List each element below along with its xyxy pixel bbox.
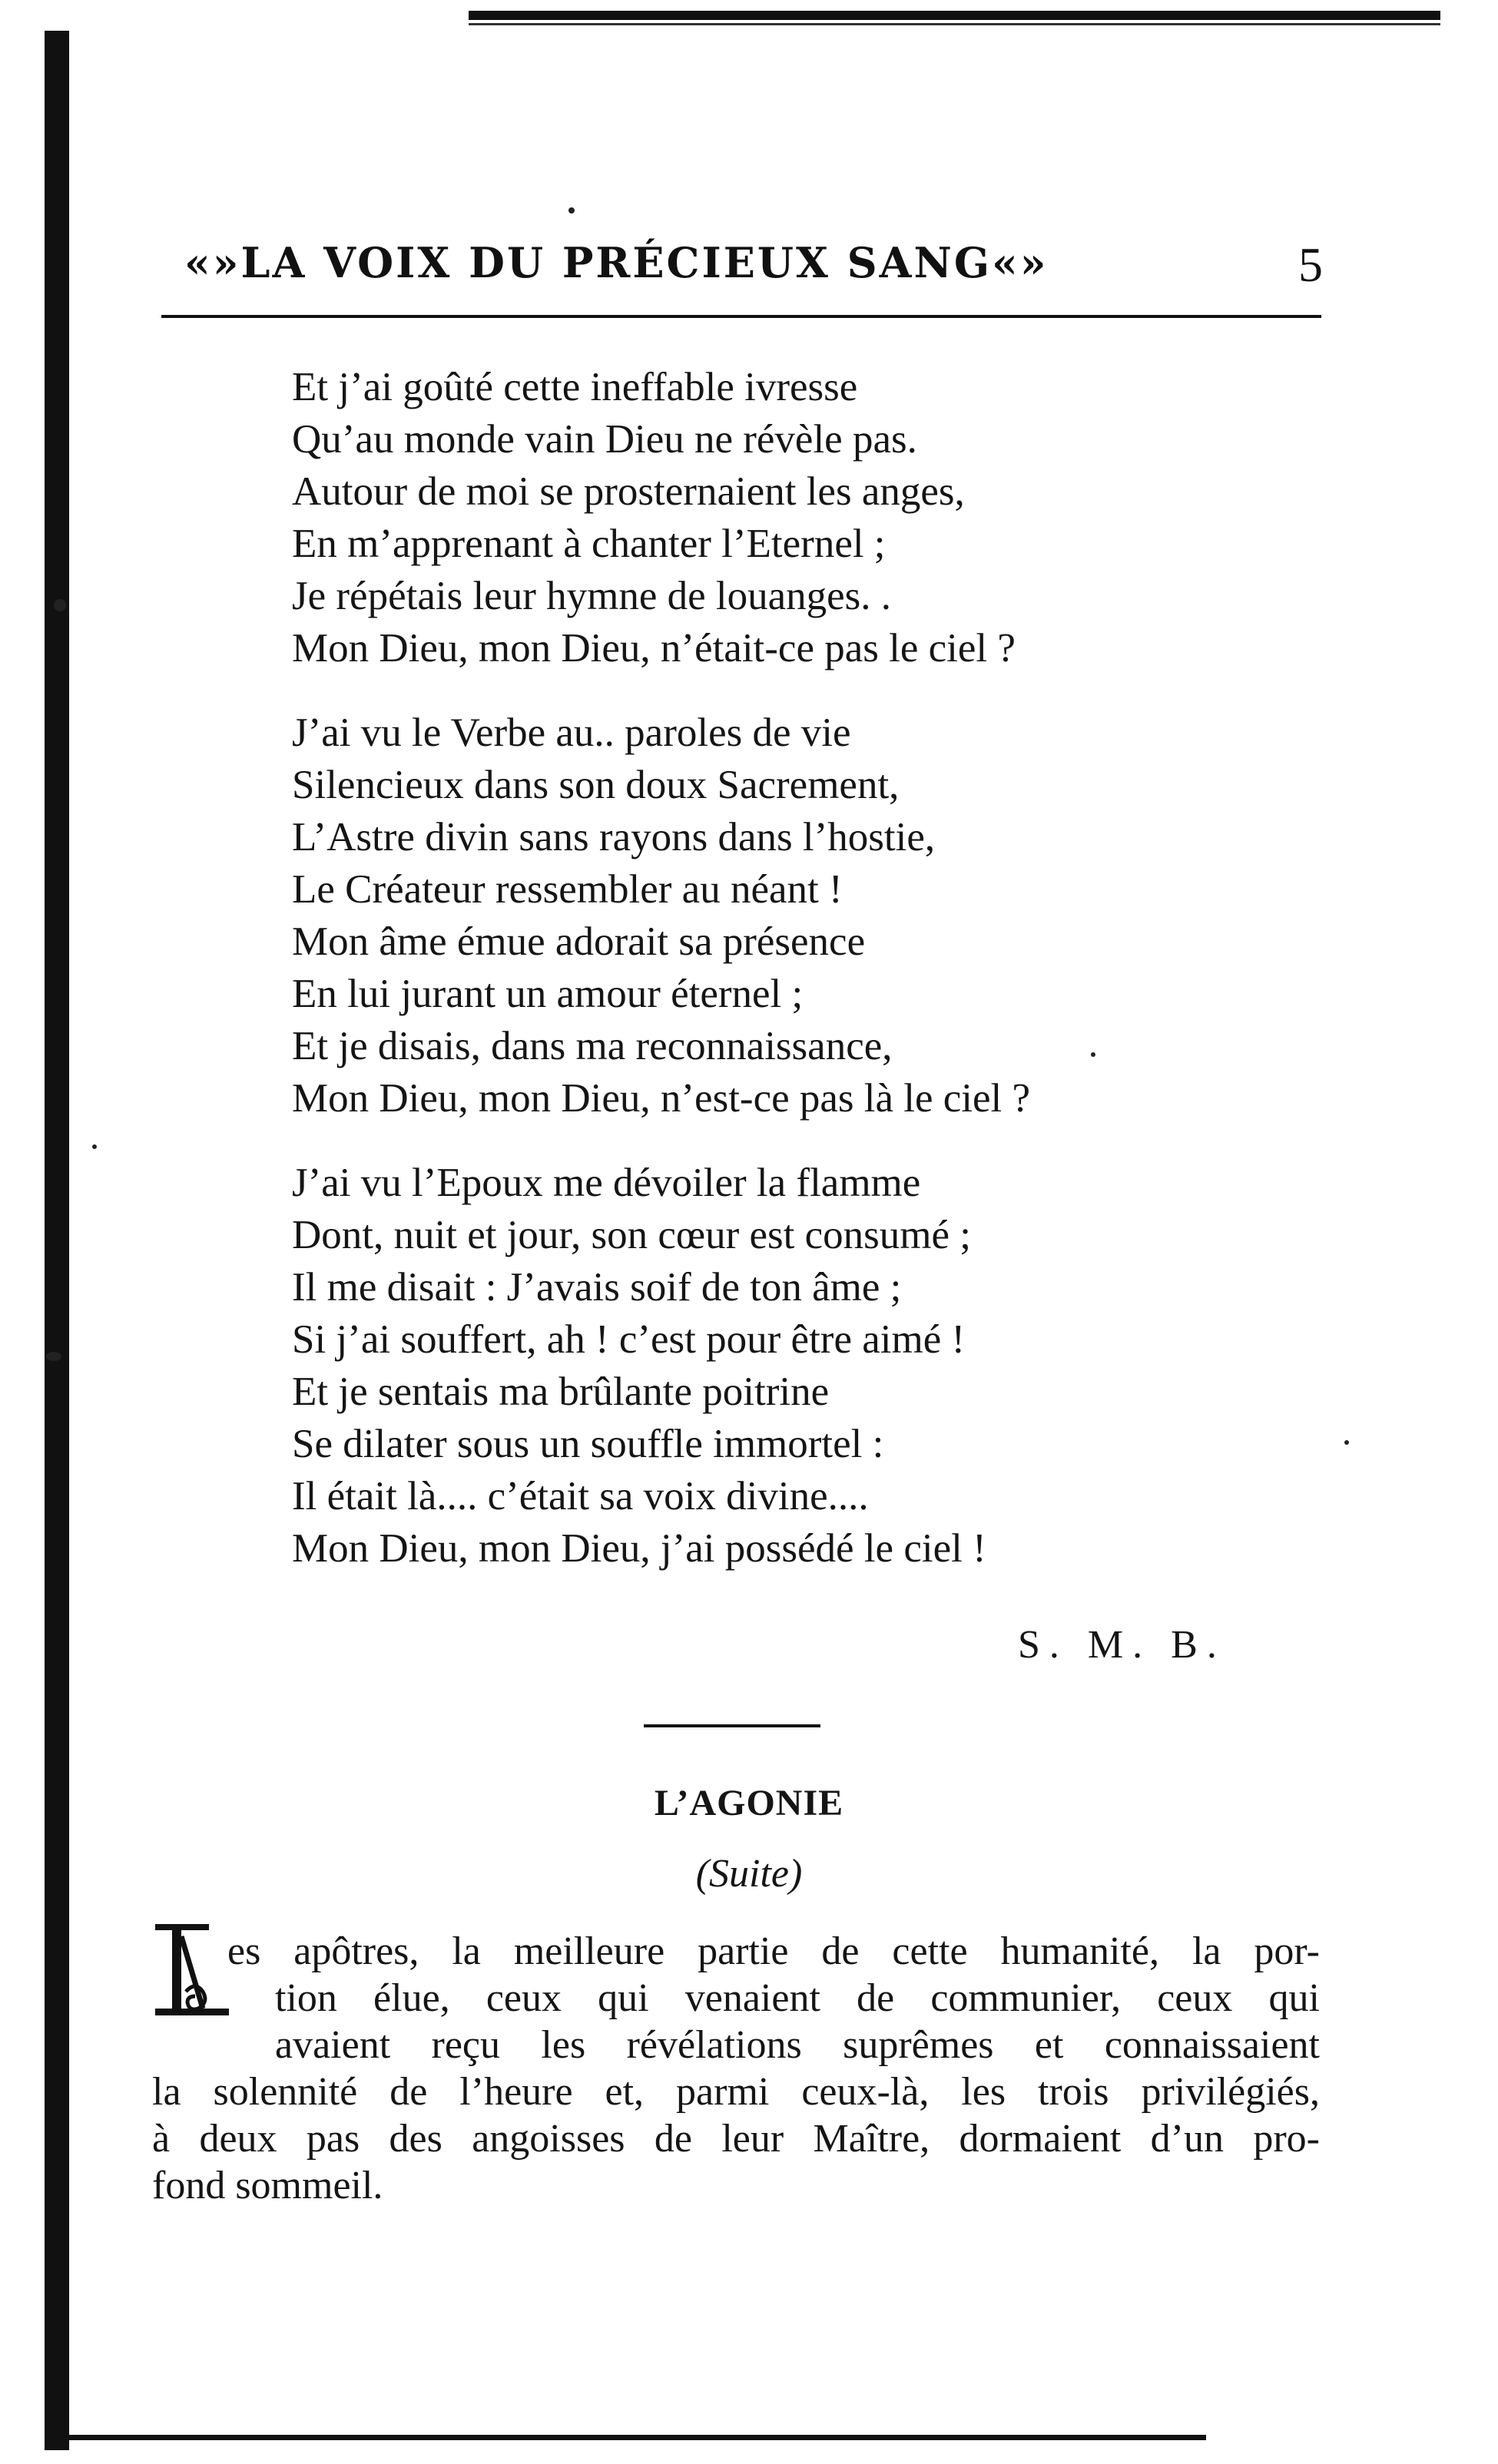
scan-speck <box>46 1352 61 1361</box>
verse-line: J’ai vu l’Epoux me dévoiler la flamme <box>292 1161 921 1205</box>
section-subtitle: (Suite) <box>695 1852 803 1896</box>
poem <box>292 361 1291 1607</box>
section-title: L’AGONIE <box>654 1783 844 1823</box>
verse-line: Silencieux dans son doux Sacrement, <box>292 763 900 807</box>
verse-line: Si j’ai souffert, ah ! c’est pour être aimé ! <box>292 1317 966 1362</box>
scan-speck <box>92 1144 97 1149</box>
verse-line: Mon Dieu, mon Dieu, j’ai possédé le ciel ! <box>292 1526 986 1571</box>
verse-line: J’ai vu le Verbe au.. paroles de vie <box>292 710 851 755</box>
verse-line: Et j’ai goûté cette ineffable ivresse <box>292 365 858 409</box>
header-rule <box>161 315 1321 318</box>
paragraph-line: fond sommeil. <box>152 2164 383 2207</box>
scan-top-border <box>469 11 1440 20</box>
running-header <box>184 230 1306 307</box>
verse-line: Le Créateur ressembler au néant ! <box>292 867 843 912</box>
scan-top-border-thin <box>469 23 1440 25</box>
verse-line: L’Astre divin sans rayons dans l’hostie, <box>292 815 936 859</box>
poem-signature: S. M. B. <box>1018 1623 1226 1667</box>
scan-speck <box>568 207 575 214</box>
verse-line: Et je sentais ma brûlante poitrine <box>292 1369 830 1414</box>
verse-line: En lui jurant un amour éternel ; <box>292 972 804 1016</box>
verse-line: Mon Dieu, mon Dieu, n’était-ce pas le ciel ? <box>292 626 1016 671</box>
stanza-2 <box>292 707 1291 1124</box>
scan-speck <box>1344 1440 1349 1445</box>
paragraph-line: es apôtres, la meilleure partie de cette humanité, la por- <box>227 1929 1320 1973</box>
scan-left-border <box>45 31 69 2450</box>
verse-line: En m’apprenant à chanter l’Eternel ; <box>292 522 886 566</box>
verse-line: Mon âme émue adorait sa présence <box>292 919 866 964</box>
verse-line: Je répétais leur hymne de louanges. . <box>292 574 892 618</box>
stanza-1 <box>292 361 1291 674</box>
paragraph <box>152 1928 1320 2209</box>
page-number: 5 <box>1298 237 1323 292</box>
verse-line: Il me disait : J’avais soif de ton âme ; <box>292 1265 902 1310</box>
scan-bottom-border <box>69 2435 1206 2440</box>
stanza-3 <box>292 1157 1291 1575</box>
header-ornament-title: «»LA VOIX DU PRÉCIEUX SANG«» <box>184 238 1049 287</box>
paragraph-line: tion élue, ceux qui venaient de communier, ceux qui <box>275 1976 1320 2020</box>
verse-line: Il était là.... c’était sa voix divine.... <box>292 1474 869 1518</box>
paragraph-line: à deux pas des angoisses de leur Maître, dormaient d’un pro- <box>152 2117 1320 2161</box>
verse-line: Mon Dieu, mon Dieu, n’est-ce pas là le ciel ? <box>292 1076 1031 1121</box>
verse-line: Dont, nuit et jour, son cœur est consumé ; <box>292 1213 972 1257</box>
section-divider <box>644 1724 820 1727</box>
scan-speck <box>54 599 66 611</box>
paragraph-line: la solennité de l’heure et, parmi ceux-là, les trois privilégiés, <box>152 2070 1320 2114</box>
verse-line: Et je disais, dans ma reconnaissance, <box>292 1024 893 1068</box>
verse-line: Se dilater sous un souffle immortel : <box>292 1422 884 1466</box>
paragraph-line: avaient reçu les révélations suprêmes et connaissaient <box>275 2023 1320 2067</box>
verse-line: Autour de moi se prosternaient les anges, <box>292 469 965 514</box>
verse-line: Qu’au monde vain Dieu ne révèle pas. <box>292 417 917 462</box>
